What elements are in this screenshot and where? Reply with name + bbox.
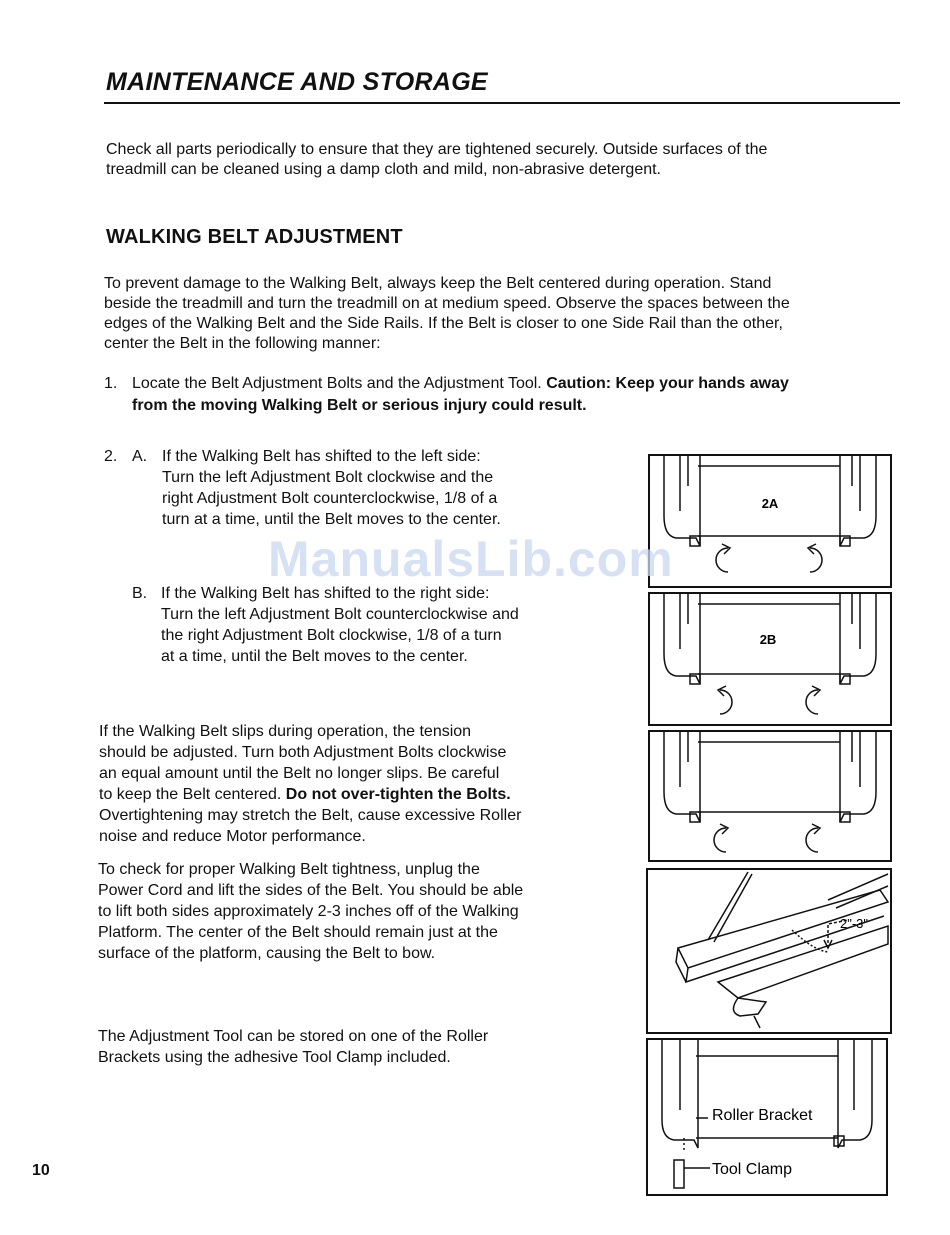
step-1-line-1	[132, 374, 789, 395]
step-1-text: Locate the Belt Adjustment Bolts and the Adjustment Tool.	[132, 375, 542, 392]
tightness-line-2: Power Cord and lift the sides of the Belt. You should be able	[98, 882, 524, 899]
page-title: MAINTENANCE AND STORAGE	[106, 68, 488, 96]
section-para-line-1: To prevent damage to the Walking Belt, always keep the Belt centered during operation. Stand	[104, 275, 772, 292]
figure-2a	[648, 454, 892, 588]
tension-line-1: If the Walking Belt slips during operation, the tension	[99, 723, 472, 740]
step-1-number: 1.	[104, 375, 118, 392]
figure-belt-lift-drawing	[648, 870, 890, 1032]
section-para-line-4: center the Belt in the following manner:	[104, 335, 381, 352]
figure-belt-lift	[646, 868, 892, 1034]
step-2a-label: A.	[132, 448, 148, 465]
figure-tension-drawing	[650, 732, 890, 860]
tension-line-2: should be adjusted. Turn both Adjustment Bolts clockwise	[99, 744, 507, 761]
tension-text: to keep the Belt centered.	[99, 786, 282, 803]
tension-line-3: an equal amount until the Belt no longer slips. Be careful	[99, 765, 500, 782]
figure-2b-label: 2B	[759, 632, 777, 647]
step-2b-line-1: If the Walking Belt has shifted to the right side:	[161, 585, 490, 602]
figure-2b	[648, 592, 892, 726]
tightness-line-3: to lift both sides approximately 2-3 inches off of the Walking	[98, 903, 519, 920]
step-2a-line-1: If the Walking Belt has shifted to the left side:	[162, 448, 481, 465]
section-para-line-2: beside the treadmill and turn the treadmill on at medium speed. Observe the spaces between the	[104, 295, 790, 312]
figure-tool-clamp	[646, 1038, 888, 1196]
title-rule	[104, 102, 900, 104]
figure-tool-clamp-drawing	[648, 1040, 886, 1194]
figure-2a-drawing	[650, 456, 890, 586]
roller-bracket-label: Roller Bracket	[712, 1107, 813, 1124]
step-2b-label: B.	[132, 585, 148, 602]
intro-line-2: treadmill can be cleaned using a damp cloth and mild, non-abrasive detergent.	[106, 161, 661, 178]
tension-line-5: Overtightening may stretch the Belt, cause excessive Roller	[99, 807, 522, 824]
tension-line-4	[99, 785, 511, 806]
tightness-line-5: surface of the platform, causing the Belt to bow.	[98, 945, 436, 962]
step-1-caution: Caution: Keep your hands away	[546, 375, 789, 392]
step-2b-line-4: at a time, until the Belt moves to the center.	[161, 648, 468, 665]
figure-2a-label: 2A	[761, 496, 779, 511]
step-2a-line-3: right Adjustment Bolt counterclockwise, 1/8 of a	[162, 490, 498, 507]
intro-line-1: Check all parts periodically to ensure that they are tightened securely. Outside surfaces of the	[106, 141, 768, 158]
page-number: 10	[32, 1162, 50, 1179]
figure-tension	[648, 730, 892, 862]
step-1-line-2: from the moving Walking Belt or serious injury could result.	[132, 397, 587, 414]
section-para-line-3: edges of the Walking Belt and the Side Rails. If the Belt is closer to one Side Rail than the other,	[104, 315, 783, 332]
section-heading: WALKING BELT ADJUSTMENT	[106, 226, 403, 248]
step-2a-line-4: turn at a time, until the Belt moves to the center.	[162, 511, 501, 528]
watermark: ManualsLib.com	[268, 531, 674, 587]
step-2b-line-2: Turn the left Adjustment Bolt counterclockwise and	[161, 606, 519, 623]
storage-line-2: Brackets using the adhesive Tool Clamp included.	[98, 1049, 451, 1066]
figure-lift-label: 2"-3"	[840, 916, 869, 931]
tightness-line-1: To check for proper Walking Belt tightness, unplug the	[98, 861, 480, 878]
tension-line-6: noise and reduce Motor performance.	[99, 828, 366, 845]
tension-warning: Do not over-tighten the Bolts.	[285, 786, 511, 803]
tool-clamp-label: Tool Clamp	[712, 1161, 793, 1178]
figure-2b-drawing	[650, 594, 890, 724]
step-2a-line-2: Turn the left Adjustment Bolt clockwise and the	[162, 469, 494, 486]
step-2b-line-3: the right Adjustment Bolt clockwise, 1/8 of a turn	[161, 627, 502, 644]
storage-line-1: The Adjustment Tool can be stored on one of the Roller	[98, 1028, 489, 1045]
tightness-line-4: Platform. The center of the Belt should remain just at the	[98, 924, 498, 941]
step-2-number: 2.	[104, 448, 118, 465]
